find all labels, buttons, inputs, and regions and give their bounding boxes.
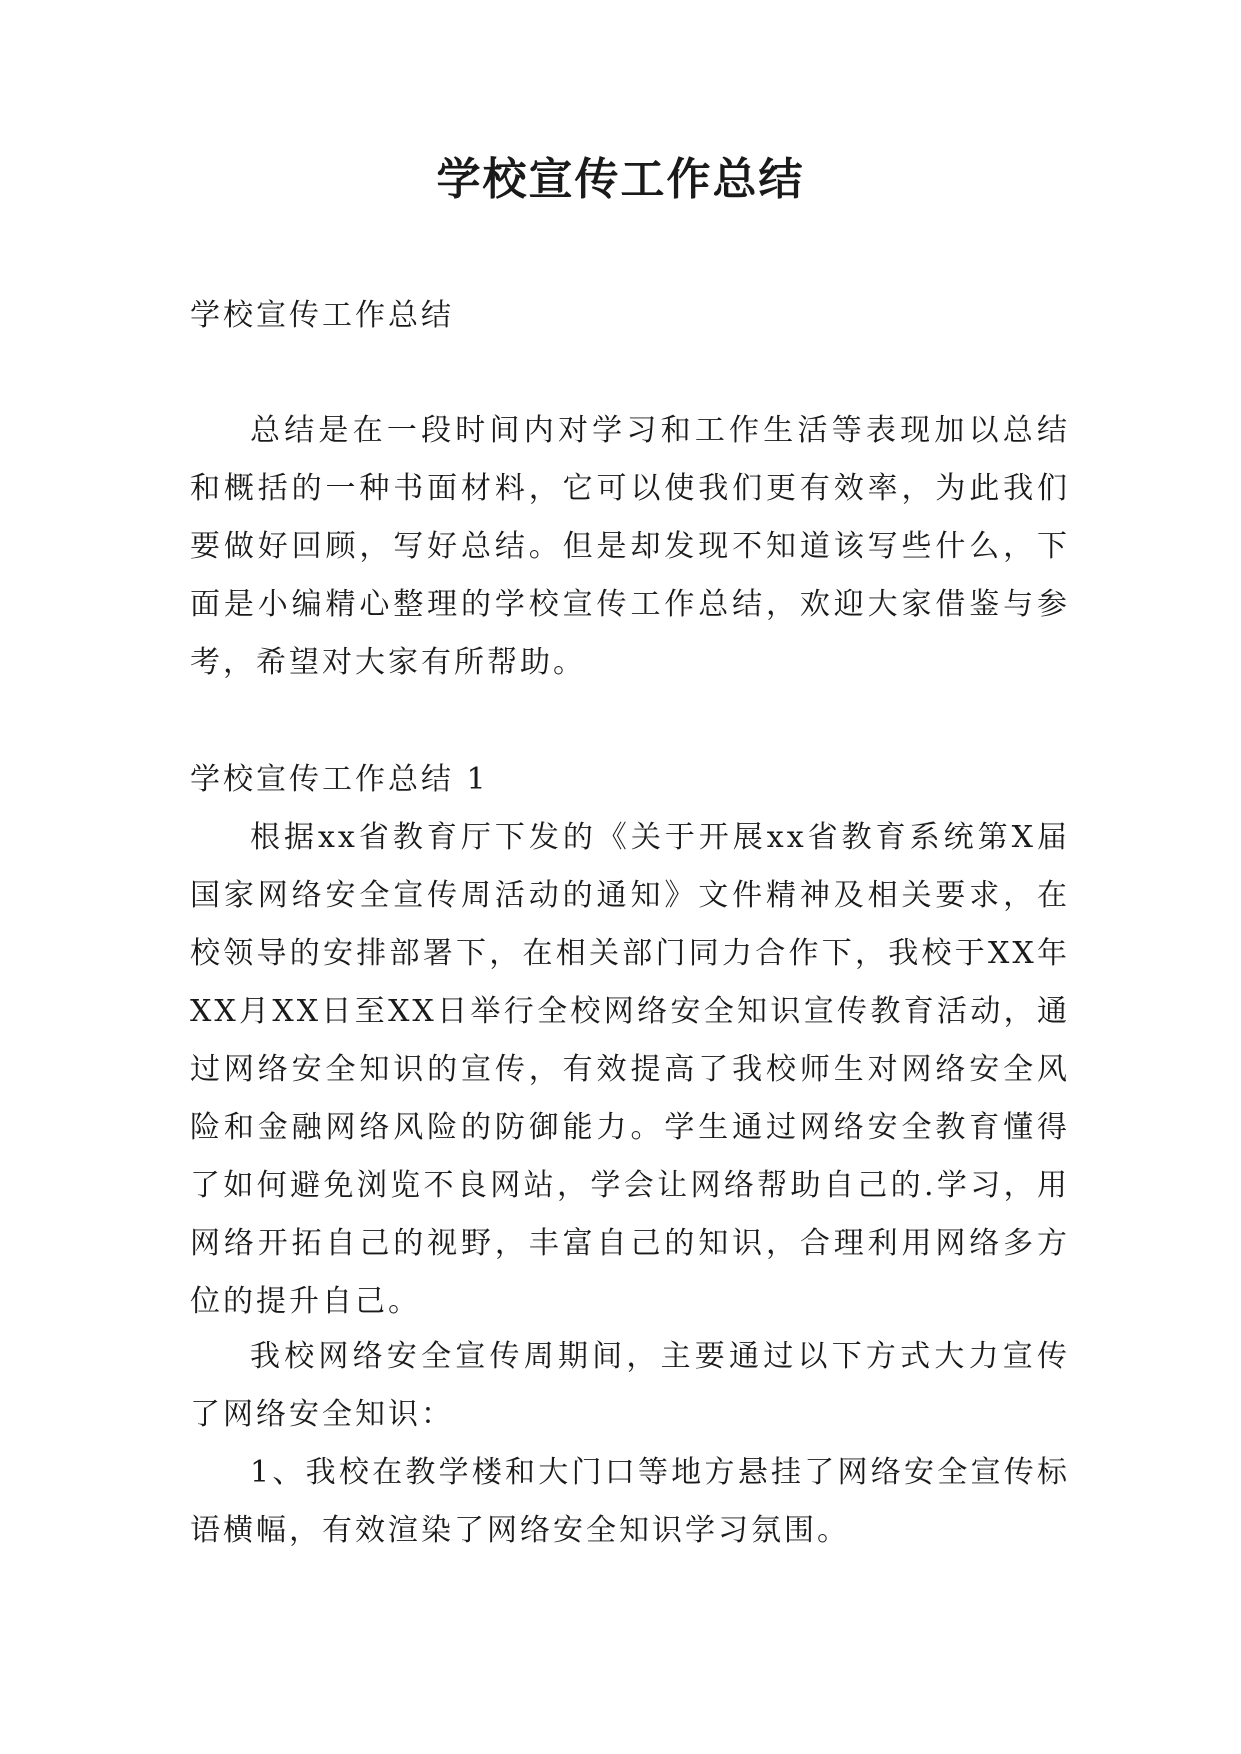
body-paragraph: 根据xx省教育厅下发的《关于开展xx省教育系统第X届国家网络安全宣传周活动的通知》文件精神及相关要求，在校领导的安排部署下，在相关部门同力合作下，我校于XX年XX月XX日至XX日举行全校网络安全知识宣传教育活动，通过网络安全知识的宣传，有效提高了我校师生对网络安全风险和金融网络风险的防御能力。学生通过网络安全教育懂得了如何避免浏览不良网站，学会让网络帮助自己的.学习，用网络开拓自己的视野，丰富自己的知识，合理利用网络多方位的提升自己。: [190, 820, 1070, 1319]
document-subtitle: 学校宣传工作总结: [190, 298, 454, 333]
body-paragraph: 我校网络安全宣传周期间，主要通过以下方式大力宣传了网络安全知识：: [190, 1339, 1070, 1432]
body-paragraph: 1、我校在教学楼和大门口等地方悬挂了网络安全宣传标语横幅，有效渲染了网络安全知识学习氛围。: [190, 1455, 1070, 1548]
document-title: 学校宣传工作总结: [436, 154, 805, 205]
intro-paragraph: 总结是在一段时间内对学习和工作生活等表现加以总结和概括的一种书面材料，它可以使我们更有效率，为此我们要做好回顾，写好总结。但是却发现不知道该写些什么，下面是小编精心整理的学校宣传工作总结，欢迎大家借鉴与参考，希望对大家有所帮助。: [190, 413, 1070, 680]
section-heading: 学校宣传工作总结 1: [190, 762, 489, 797]
